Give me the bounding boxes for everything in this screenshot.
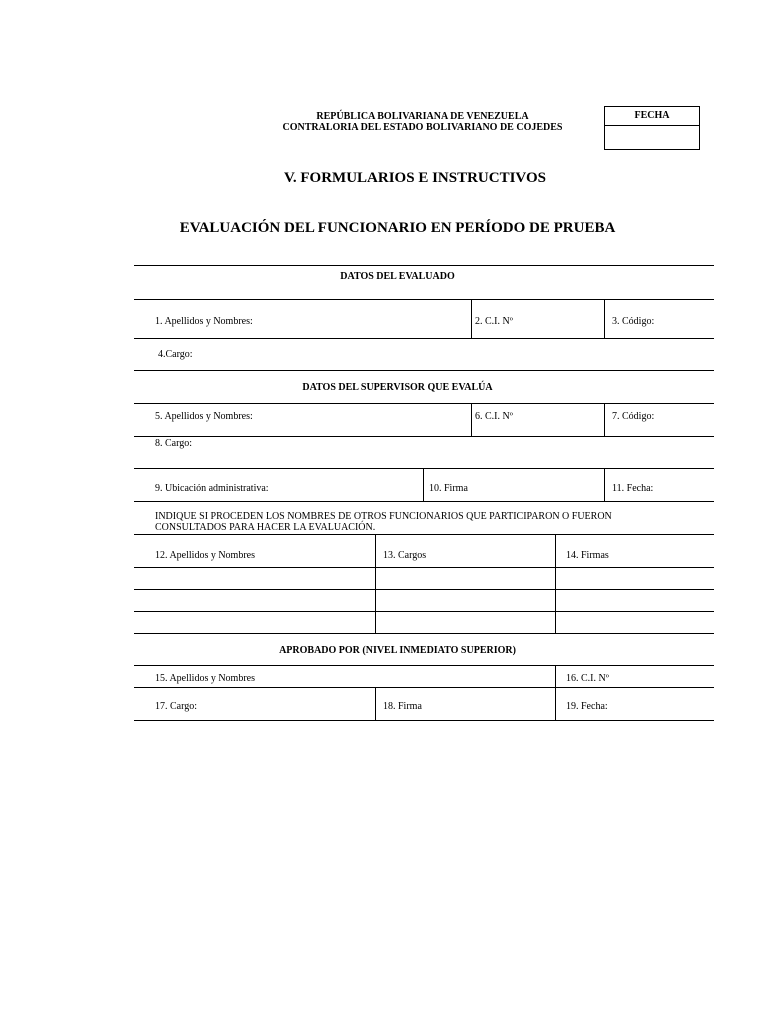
divider xyxy=(375,687,376,720)
rule xyxy=(134,403,714,404)
rule xyxy=(134,720,714,721)
field-18-firma[interactable]: 18. Firma xyxy=(383,701,422,712)
field-1-apellidos[interactable]: 1. Apellidos y Nombres: xyxy=(155,316,253,327)
column-14-firmas: 14. Firmas xyxy=(566,550,609,561)
rule xyxy=(134,687,714,688)
rule xyxy=(134,534,714,535)
fecha-field[interactable] xyxy=(605,126,699,150)
form-title: EVALUACIÓN DEL FUNCIONARIO EN PERÍODO DE PRUEBA xyxy=(179,220,616,236)
divider xyxy=(471,299,472,338)
header-line-1: REPÚBLICA BOLIVARIANA DE VENEZUELA xyxy=(316,111,529,122)
instruction-line-2: CONSULTADOS PARA HACER LA EVALUACIÓN. xyxy=(155,522,376,533)
field-9-ubicacion[interactable]: 9. Ubicación administrativa: xyxy=(155,483,269,494)
rule xyxy=(134,567,714,568)
field-6-ci[interactable]: 6. C.I. Nº xyxy=(475,411,513,422)
column-12-apellidos: 12. Apellidos y Nombres xyxy=(155,550,255,561)
field-10-firma[interactable]: 10. Firma xyxy=(429,483,468,494)
divider xyxy=(471,403,472,436)
divider xyxy=(423,468,424,501)
field-7-codigo[interactable]: 7. Código: xyxy=(612,411,655,422)
aprobado-heading: APROBADO POR (NIVEL INMEDIATO SUPERIOR) xyxy=(279,645,516,656)
rule xyxy=(134,265,714,266)
field-15-apellidos[interactable]: 15. Apellidos y Nombres xyxy=(155,673,255,684)
rule xyxy=(134,468,714,469)
field-11-fecha[interactable]: 11. Fecha: xyxy=(612,483,654,494)
fecha-box xyxy=(604,106,700,150)
section-title: V. FORMULARIOS E INSTRUCTIVOS xyxy=(284,170,546,186)
field-19-fecha[interactable]: 19. Fecha: xyxy=(566,701,608,712)
field-5-apellidos[interactable]: 5. Apellidos y Nombres: xyxy=(155,411,253,422)
divider xyxy=(604,403,605,436)
field-2-ci[interactable]: 2. C.I. Nº xyxy=(475,316,513,327)
header-line-2: CONTRALORIA DEL ESTADO BOLIVARIANO DE COJEDES xyxy=(282,122,563,133)
field-8-cargo[interactable]: 8. Cargo: xyxy=(155,438,193,449)
rule xyxy=(134,665,714,666)
field-4-cargo[interactable]: 4.Cargo: xyxy=(158,349,193,360)
fecha-label: FECHA xyxy=(605,107,699,126)
rule xyxy=(134,338,714,339)
rule xyxy=(134,299,714,300)
divider xyxy=(604,468,605,501)
divider xyxy=(555,534,556,633)
field-3-codigo[interactable]: 3. Código: xyxy=(612,316,655,327)
field-17-cargo[interactable]: 17. Cargo: xyxy=(155,701,198,712)
rule xyxy=(134,611,714,612)
rule xyxy=(134,436,714,437)
rule xyxy=(134,501,714,502)
evaluado-heading: DATOS DEL EVALUADO xyxy=(340,271,455,282)
rule xyxy=(134,633,714,634)
rule xyxy=(134,370,714,371)
supervisor-heading: DATOS DEL SUPERVISOR QUE EVALÚA xyxy=(302,382,493,393)
divider xyxy=(555,665,556,720)
rule xyxy=(134,589,714,590)
instruction-line-1: INDIQUE SI PROCEDEN LOS NOMBRES DE OTROS FUNCIONARIOS QUE PARTICIPARON O FUERON xyxy=(155,511,612,522)
field-16-ci[interactable]: 16. C.I. Nº xyxy=(566,673,609,684)
column-13-cargos: 13. Cargos xyxy=(383,550,427,561)
divider xyxy=(604,299,605,338)
divider xyxy=(375,534,376,633)
